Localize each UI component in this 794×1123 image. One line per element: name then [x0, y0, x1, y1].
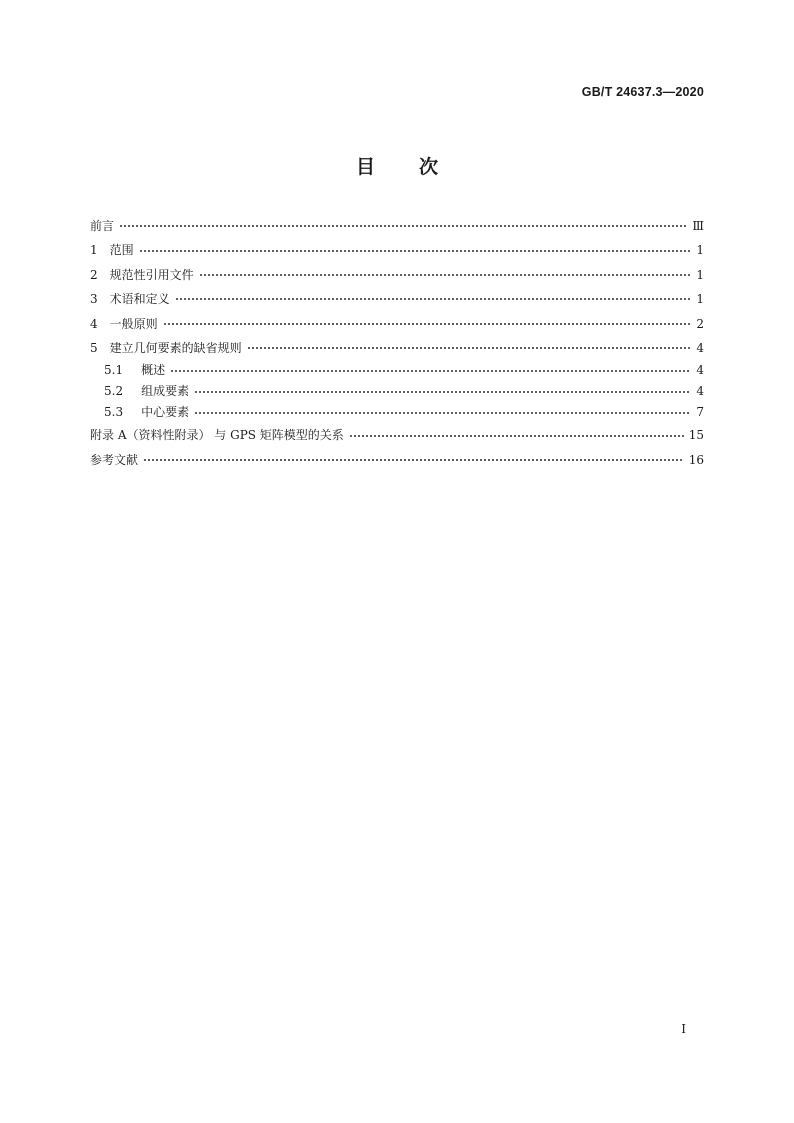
- toc-entry-normative-references[interactable]: [90, 263, 704, 287]
- toc-label: 参考文献: [90, 452, 139, 467]
- toc-entry-terms-definitions[interactable]: [90, 287, 704, 311]
- toc-label: 建立几何要素的缺省规则: [109, 340, 242, 355]
- toc-page-number: 4: [696, 363, 704, 378]
- toc-entry-scope[interactable]: [90, 238, 704, 262]
- toc-page-number: 4: [696, 340, 704, 355]
- dot-leader: [170, 364, 691, 378]
- toc-label: 概述: [141, 363, 166, 378]
- toc-page-number: 7: [696, 405, 704, 420]
- page-number: I: [681, 1022, 686, 1036]
- toc-label: 组成要素: [141, 384, 190, 399]
- toc-page-number: 4: [696, 384, 704, 399]
- toc-section-number: 1: [90, 243, 98, 258]
- toc-entry-foreword[interactable]: [90, 214, 704, 238]
- toc-page-number: Ⅲ: [692, 219, 704, 233]
- dot-leader: [194, 385, 691, 399]
- toc-label: 中心要素: [141, 405, 190, 420]
- toc-page-number: 16: [688, 452, 704, 467]
- toc-entry-annex-a[interactable]: [90, 423, 704, 447]
- toc-entry-general-principles[interactable]: [90, 312, 704, 336]
- toc-entry-derived-features[interactable]: [90, 402, 704, 423]
- toc-page-number: 15: [688, 428, 704, 443]
- toc-page-number: 1: [696, 292, 704, 307]
- toc-section-number: 5.3: [104, 405, 124, 420]
- toc-page-number: 2: [696, 316, 704, 331]
- toc-entry-default-rules[interactable]: [90, 336, 704, 360]
- toc-label: 前言: [90, 219, 115, 233]
- toc-section-number: 2: [90, 267, 98, 282]
- toc-label: 附录 A（资料性附录） 与 GPS 矩阵模型的关系: [90, 428, 344, 443]
- dot-leader: [349, 429, 684, 443]
- standard-number: GB/T 24637.3—2020: [581, 85, 704, 99]
- toc-section-number: 5: [90, 340, 98, 355]
- dot-leader: [247, 341, 691, 355]
- toc-page-number: 1: [696, 267, 704, 282]
- toc-section-number: 5.2: [104, 384, 124, 399]
- page-title: 目次: [355, 156, 482, 178]
- dot-leader: [139, 244, 691, 258]
- toc-section-number: 5.1: [104, 363, 124, 378]
- dot-leader: [163, 317, 691, 331]
- dot-leader: [175, 292, 691, 306]
- dot-leader: [143, 453, 684, 467]
- toc-entry-overview[interactable]: [90, 360, 704, 381]
- toc-entry-bibliography[interactable]: [90, 448, 704, 472]
- dot-leader: [199, 268, 691, 282]
- dot-leader: [194, 406, 691, 420]
- toc-page-number: 1: [696, 243, 704, 258]
- toc-section-number: 4: [90, 316, 98, 331]
- toc-label: 一般原则: [109, 316, 158, 331]
- toc-label: 范围: [109, 243, 134, 258]
- toc-section-number: 3: [90, 292, 98, 307]
- toc-label: 术语和定义: [109, 292, 170, 307]
- toc-entry-integral-features[interactable]: [90, 381, 704, 402]
- dot-leader: [119, 219, 687, 233]
- toc-label: 规范性引用文件: [109, 267, 194, 282]
- table-of-contents: [90, 214, 704, 472]
